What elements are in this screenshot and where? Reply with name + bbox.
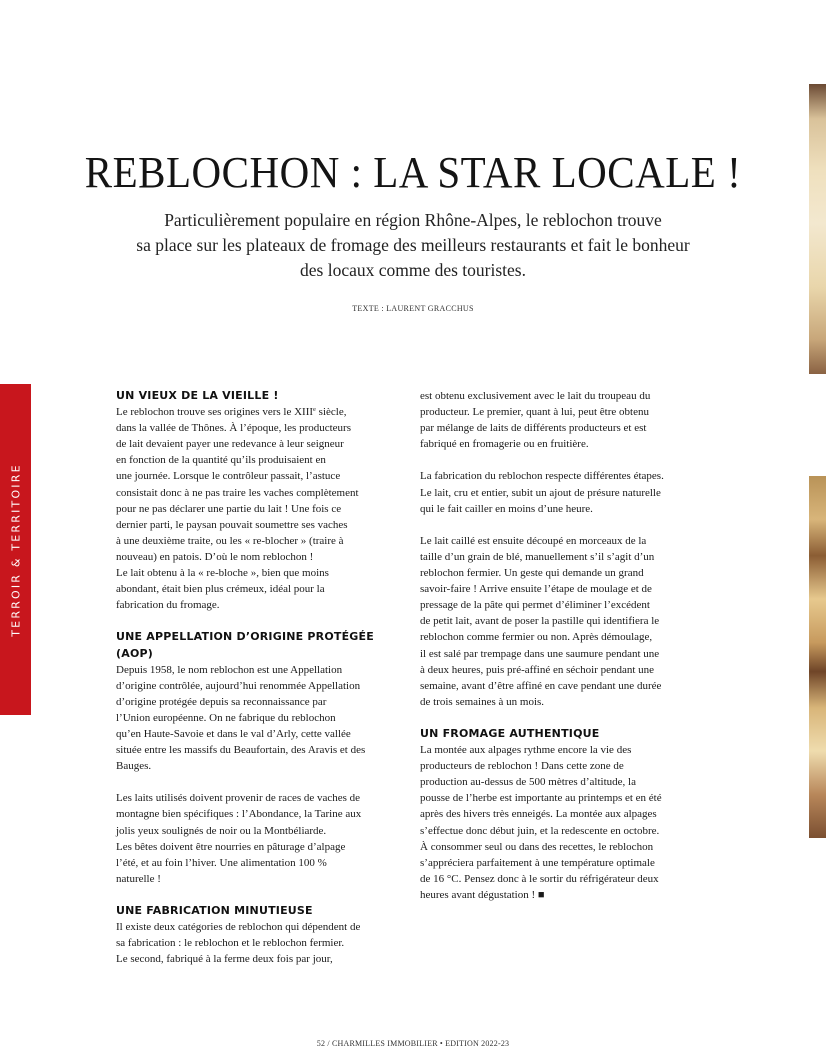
heading-origins: UN VIEUX DE LA VIEILLE ! [116, 389, 279, 402]
heading-authentique: UN FROMAGE AUTHENTIQUE [420, 726, 600, 740]
author-credit: TEXTE : LAURENT GRACCHUS [352, 304, 474, 313]
text-line: fabrication du fromage. [116, 599, 220, 612]
text-line: de 16 °C. Pensez donc à le sortir du réfrigérateur deux [420, 872, 659, 885]
text-line: nouveau) en patois. D’où le nom reblochon ! [116, 550, 314, 563]
text-line: en fonction de la quantité qu’ils produisaient en [116, 454, 326, 467]
paragraph-fabrication [116, 919, 391, 967]
text-line: s’appréciera parfaitement à une température optimale [420, 856, 655, 869]
text-line: Le lait caillé est ensuite découpé en morceaux de la [420, 534, 647, 547]
text-line: montagne bien spécifiques : l’Abondance, la Tarine aux [116, 808, 362, 821]
text-line: pousse de l’herbe est importante au printemps et en été [420, 792, 662, 805]
text-line: production au-dessus de 500 mètres d’altitude, la [420, 776, 636, 789]
text-line: dans la vallée de Thônes. À l’époque, les producteurs [116, 422, 352, 435]
text-line: Il existe deux catégories de reblochon qui dépendent de [116, 921, 361, 934]
text-line: il est salé par trempage dans une saumure pendant une [420, 647, 660, 660]
heading-line: UNE APPELLATION D’ORIGINE PROTÉGÉE [116, 630, 374, 644]
heading-fabrication: UNE FABRICATION MINUTIEUSE [116, 904, 313, 917]
text-line: producteur. Le premier, quant à lui, peut être obtenu [420, 406, 649, 419]
text-line: pressage de la pâte qui permet d’éliminer l’excédent [420, 599, 650, 612]
text-line: de petit lait, avant de poser la pastille qui identifiera le [420, 615, 660, 628]
text-line: Les laits utilisés doivent provenir de races de vaches de [116, 792, 361, 805]
text-line: dernier parti, le paysan pouvait soumettre ses vaches [116, 518, 348, 531]
text-line: qui le fait cailler en moins d’une heure. [420, 502, 593, 515]
text-line: l’Union européenne. On ne fabrique du reblochon [116, 711, 336, 724]
right-column [420, 388, 695, 903]
cheese-photo-bottom [809, 476, 826, 838]
text-line: de trois semaines à un mois. [420, 695, 545, 708]
paragraph-steps [420, 468, 695, 516]
text-line: une journée. Lorsque le contrôleur passait, l’astuce [116, 470, 341, 483]
text-line [116, 404, 391, 420]
text-line: jolis yeux soulignés de noir ou la Montbéliarde. [116, 824, 327, 837]
text-fragment: siècle, [315, 406, 347, 419]
text-line: fabriqué en fromagerie ou en fruitière. [420, 438, 589, 451]
text-line: producteurs de reblochon ! Dans cette zone de [420, 760, 624, 773]
text-line: abondant, était bien plus crémeux, idéal pour la [116, 583, 325, 596]
text-line: heures avant dégustation ! ■ [420, 888, 545, 901]
standfirst [100, 208, 726, 283]
page-footer: 52 / CHARMILLES IMMOBILIER • EDITION 2022-23 [316, 1039, 510, 1048]
text-line: à deux heures, puis pré-affiné en séchoir pendant une [420, 663, 655, 676]
page-title: REBLOCHON : LA STAR LOCALE ! [84, 147, 742, 197]
text-line: s’effectue donc début juin, et la redescente en octobre. [420, 824, 660, 837]
text-line: Bauges. [116, 760, 152, 773]
paragraph-curd [420, 533, 695, 710]
text-line: La montée aux alpages rythme encore la vie des [420, 744, 632, 757]
text-line: pour ne pas déclarer une partie du lait ! Une fois ce [116, 502, 342, 515]
text-line: reblochon fermier. Un geste qui demande un grand [420, 567, 644, 580]
standfirst-line: Particulièrement populaire en région Rhône-Alpes, le reblochon trouve [164, 210, 662, 230]
text-line: à une deuxième traite, ou les « re-blocher » (traire à [116, 534, 344, 547]
text-line: située entre les massifs du Beaufortain, des Aravis et des [116, 744, 366, 757]
superscript: e [313, 406, 316, 414]
cheese-photo-top [809, 84, 826, 374]
text-line: qu’en Haute-Savoie et dans le val d’Arly, cette vallée [116, 727, 351, 740]
text-line: l’été, et au foin l’hiver. Une alimentation 100 % [116, 856, 327, 869]
text-line: consistait donc à ne pas traire les vaches complètement [116, 486, 359, 499]
text-line: d’origine protégée depuis sa reconnaissance par [116, 695, 327, 708]
text-line: reblochon comme fermier ou non. Après démoulage, [420, 631, 653, 644]
text-line: Le second, fabriqué à la ferme deux fois par jour, [116, 953, 333, 966]
text-line: Le lait obtenu à la « re-bloche », bien que moins [116, 567, 329, 580]
text-line: Depuis 1958, le nom reblochon est une Appellation [116, 663, 343, 676]
text-line: est obtenu exclusivement avec le lait du troupeau du [420, 390, 651, 402]
text-line: après des hivers très enneigés. La montée aux alpages [420, 808, 657, 821]
text-line: par mélange de laits de différents producteurs et est [420, 422, 647, 435]
paragraph-aop [116, 662, 391, 775]
section-tab [0, 384, 31, 715]
text-line: À consommer seul ou dans des recettes, le reblochon [420, 840, 654, 853]
text-line: semaine, avant d’être affiné en cave pendant une durée [420, 679, 662, 692]
text-line: de lait devaient payer une redevance à leur seigneur [116, 438, 344, 451]
heading-line: (AOP) [116, 646, 153, 660]
heading-aop [116, 629, 391, 661]
text-line: savoir-faire ! Arrive ensuite l’étape de moulage et de [420, 583, 652, 596]
text-line: sa fabrication : le reblochon et le reblochon fermier. [116, 937, 345, 950]
text-line: La fabrication du reblochon respecte différentes étapes. [420, 470, 664, 483]
standfirst-line: des locaux comme des touristes. [300, 260, 526, 280]
text-line: taille d’un grain de blé, manuellement s’il s’agit d’un [420, 550, 655, 563]
paragraph-fermier [420, 388, 695, 452]
text-line: d’origine contrôlée, aujourd’hui renommée Appellation [116, 679, 361, 692]
standfirst-line: sa place sur les plateaux de fromage des meilleurs restaurants et fait le bonheur [136, 235, 690, 255]
text-fragment: Le reblochon trouve ses origines vers le XIII [116, 406, 314, 419]
paragraph-authentique [420, 742, 695, 903]
section-tab-label: TERROIR & TERRITOIRE [9, 462, 22, 637]
text-line: Le lait, cru et entier, subit un ajout de présure naturelle [420, 486, 661, 499]
paragraph-origins [116, 404, 391, 613]
paragraph-milk [116, 790, 391, 887]
text-line: Les bêtes doivent être nourries en pâturage d’alpage [116, 840, 346, 853]
text-line: naturelle ! [116, 872, 161, 885]
left-column [116, 388, 391, 967]
